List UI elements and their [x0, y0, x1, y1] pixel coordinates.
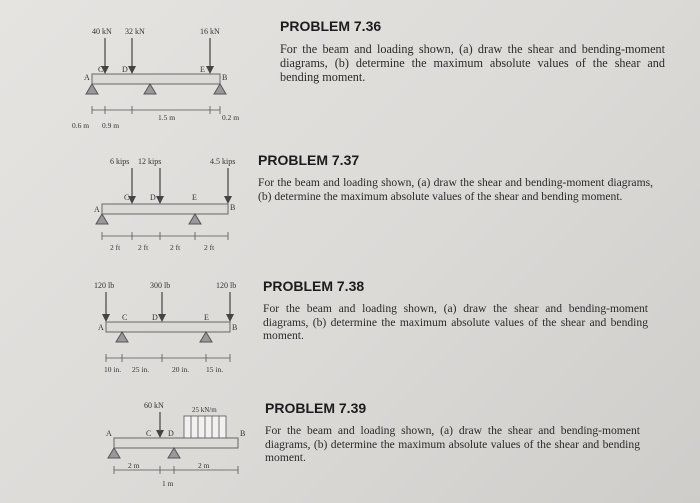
problem-text: For the beam and loading shown, (a) draw the shear and bending-moment diagrams, (b) determine the maximum absolute values of the shear and bending moment. [258, 176, 653, 203]
load-label: 300 lb [150, 281, 171, 290]
problem-text: For the beam and loading shown, (a) draw the shear and bending-moment diagrams, (b) determine the maximum absolute values of the shear and bending moment. [263, 302, 648, 342]
pin-support [96, 214, 108, 224]
beam [106, 322, 230, 332]
load-label: 40 kN [92, 27, 112, 36]
beam-figure-7-36 [70, 20, 250, 140]
dimension-label: 2 ft [110, 243, 121, 252]
load-label: 120 lb [94, 281, 115, 290]
load-arrow [206, 66, 214, 74]
problem-title: PROBLEM 7.37 [258, 152, 360, 168]
load-label: 12 kips [138, 157, 162, 166]
problem-title: PROBLEM 7.38 [263, 278, 365, 294]
pin-support [86, 84, 98, 94]
point-label: C [124, 193, 130, 202]
roller-support [144, 84, 156, 94]
point-label: A [84, 73, 90, 82]
dimension-label: 0.2 m [222, 113, 240, 122]
point-label: D [168, 429, 174, 438]
dimension-label: 1.5 m [158, 113, 176, 122]
point-label: B [232, 323, 238, 332]
roller-support [214, 84, 226, 94]
point-label: C [122, 313, 128, 322]
load-label: 6 kips [110, 157, 130, 166]
beam-figure-7-37 [70, 152, 250, 262]
roller-support [189, 214, 201, 224]
problem-7-37 [258, 152, 653, 203]
point-label: C [98, 65, 104, 74]
problem-text: For the beam and loading shown, (a) draw the shear and bending-moment diagrams, (b) determine the maximum absolute values of the shear and bending moment. [280, 42, 665, 85]
point-label: B [230, 203, 236, 212]
dimension-label: 2 m [198, 461, 210, 470]
point-label: A [106, 429, 112, 438]
point-label: E [204, 313, 209, 322]
dimension-label: 10 in. [104, 365, 122, 374]
dimension-label: 1 m [162, 479, 174, 488]
point-label: E [200, 65, 205, 74]
beam-figure-7-39 [70, 398, 250, 494]
load-label: 25 kN/m [192, 406, 217, 414]
load-label: 32 kN [125, 27, 145, 36]
load-arrow [156, 196, 164, 204]
beam-figure-7-38 [70, 278, 250, 378]
beam [92, 74, 220, 84]
pin-support [116, 332, 128, 342]
dimension-label: 0.6 m [72, 121, 90, 130]
load-arrow [226, 314, 234, 322]
point-label: D [150, 193, 156, 202]
beam [114, 438, 238, 448]
load-label: 4.5 kips [210, 157, 236, 166]
dimension-label: 2 ft [204, 243, 215, 252]
problem-7-39 [265, 400, 640, 465]
load-label: 16 kN [200, 27, 220, 36]
load-arrow [158, 314, 166, 322]
roller-support [200, 332, 212, 342]
problem-text: For the beam and loading shown, (a) draw the shear and bending-moment diagrams, (b) determine the maximum absolute values of the shear and bending moment. [265, 424, 640, 464]
dimension-label: 2 ft [138, 243, 149, 252]
problem-title: PROBLEM 7.36 [280, 18, 382, 34]
problem-7-38 [263, 278, 648, 343]
load-label: 120 lb [216, 281, 237, 290]
roller-support [168, 448, 180, 458]
dimension-label: 15 in. [206, 365, 224, 374]
point-label: B [222, 73, 228, 82]
distributed-load [184, 416, 226, 438]
dimension-label: 0.9 m [102, 121, 120, 130]
problem-title: PROBLEM 7.39 [265, 400, 367, 416]
load-label: 60 kN [144, 401, 164, 410]
dimension-label: 25 in. [132, 365, 150, 374]
load-arrow [102, 314, 110, 322]
point-label: C [146, 429, 152, 438]
dimension-label: 20 in. [172, 365, 190, 374]
point-label: A [98, 323, 104, 332]
point-label: D [152, 313, 158, 322]
dimension-label: 2 m [128, 461, 140, 470]
pin-support [108, 448, 120, 458]
dimension-label: 2 ft [170, 243, 181, 252]
load-arrow [128, 66, 136, 74]
load-arrow [156, 430, 164, 438]
point-label: B [240, 429, 246, 438]
point-label: E [192, 193, 197, 202]
problem-7-36 [280, 18, 665, 85]
point-label: A [94, 205, 100, 214]
point-label: D [122, 65, 128, 74]
beam [102, 204, 228, 214]
